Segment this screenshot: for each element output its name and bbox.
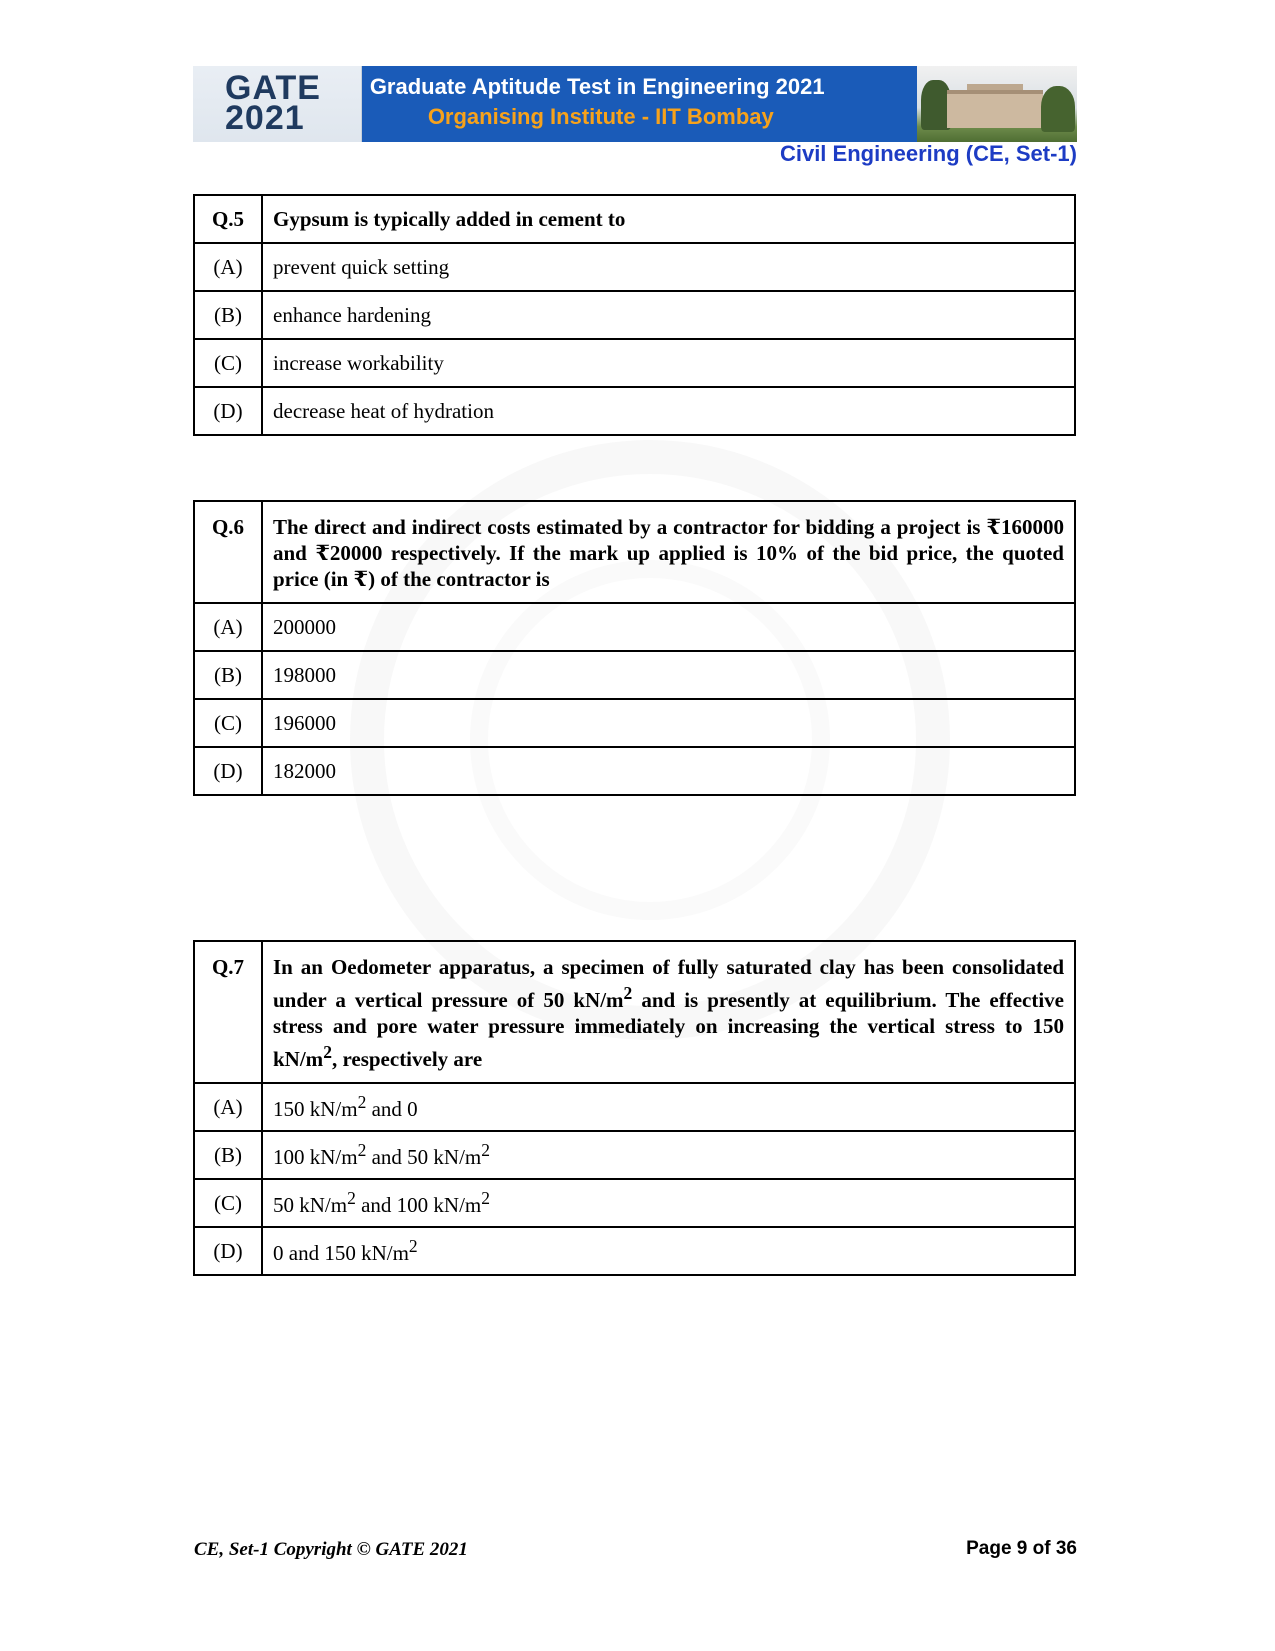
logo-text-year: 2021: [225, 99, 305, 137]
question-text-part: and is presently at equilibrium. The effective stress and pore water pressure immediately on increasing the vertical stress to 150 kN/m: [273, 988, 1064, 1071]
superscript: 2: [408, 1236, 418, 1256]
option-label: (C): [194, 699, 262, 747]
option-text-part: and 50 kN/m: [366, 1145, 482, 1169]
superscript: 2: [323, 1042, 332, 1062]
option-text-part: 0 and 150 kN/m: [273, 1241, 409, 1265]
option-label: (A): [194, 1083, 262, 1131]
option-text: 196000: [262, 699, 1075, 747]
option-text-part: 50 kN/m: [273, 1193, 348, 1217]
question-table-q5: [193, 194, 1076, 436]
option-text: [262, 1179, 1075, 1227]
question-text: The direct and indirect costs estimated by a contractor for bidding a project is ₹160000 and ₹20000 respectively. If the mark up applied is 10% of the bid price, the quoted price (in ₹) of the contractor is: [262, 501, 1075, 603]
question-text-part: , respectively are: [331, 1047, 483, 1071]
institute-photo: [917, 66, 1077, 142]
option-label: (B): [194, 291, 262, 339]
option-label: (D): [194, 387, 262, 435]
page-header: [193, 66, 1077, 142]
gate-logo: [193, 66, 362, 142]
option-text: 200000: [262, 603, 1075, 651]
option-text: prevent quick setting: [262, 243, 1075, 291]
photo-building: [947, 90, 1043, 128]
option-text-part: and 100 kN/m: [355, 1193, 482, 1217]
option-row: [194, 1179, 1075, 1227]
option-label: (D): [194, 747, 262, 795]
question-text: Gypsum is typically added in cement to: [262, 195, 1075, 243]
option-label: (D): [194, 1227, 262, 1275]
question-row: [194, 195, 1075, 243]
option-text-part: 150 kN/m: [273, 1097, 358, 1121]
footer-copyright: CE, Set-1 Copyright © GATE 2021: [194, 1539, 468, 1560]
superscript: 2: [481, 1140, 490, 1160]
option-label: (A): [194, 243, 262, 291]
option-row: [194, 243, 1075, 291]
header-banner: [362, 66, 917, 142]
option-text: [262, 1131, 1075, 1179]
option-label: (A): [194, 603, 262, 651]
superscript: 2: [357, 1092, 367, 1112]
question-number: Q.7: [194, 941, 262, 1083]
option-text: increase workability: [262, 339, 1075, 387]
option-text: [262, 1227, 1075, 1275]
option-label: (C): [194, 1179, 262, 1227]
photo-tree-right: [1041, 86, 1075, 132]
question-row: [194, 501, 1075, 603]
option-row: [194, 339, 1075, 387]
option-label: (B): [194, 1131, 262, 1179]
question-text: [262, 941, 1075, 1083]
option-row: [194, 291, 1075, 339]
superscript: 2: [623, 983, 633, 1003]
option-text: 198000: [262, 651, 1075, 699]
question-number: Q.6: [194, 501, 262, 603]
option-row: [194, 603, 1075, 651]
option-row: [194, 747, 1075, 795]
banner-subtitle: Organising Institute - IIT Bombay: [427, 104, 774, 129]
option-row: [194, 1083, 1075, 1131]
superscript: 2: [481, 1188, 490, 1208]
option-row: [194, 699, 1075, 747]
question-row: [194, 941, 1075, 1083]
footer-page-number: Page 9 of 36: [966, 1538, 1077, 1559]
subject-title: Civil Engineering (CE, Set-1): [779, 141, 1077, 166]
option-row: [194, 1131, 1075, 1179]
logo-text-gate: GATE: [225, 69, 321, 107]
superscript: 2: [347, 1188, 356, 1208]
option-text: [262, 1083, 1075, 1131]
option-label: (B): [194, 651, 262, 699]
superscript: 2: [357, 1140, 367, 1160]
option-row: [194, 1227, 1075, 1275]
banner-title: Graduate Aptitude Test in Engineering 2021: [369, 74, 825, 99]
question-number: Q.5: [194, 195, 262, 243]
option-row: [194, 651, 1075, 699]
option-text-part: 100 kN/m: [273, 1145, 358, 1169]
option-text-part: and 0: [366, 1097, 418, 1121]
question-text-part: In an Oedometer apparatus, a specimen of fully saturated clay has been consolidated under a vertical pressure of 50 kN/m: [273, 955, 1064, 1012]
option-text: 182000: [262, 747, 1075, 795]
option-row: [194, 387, 1075, 435]
option-label: (C): [194, 339, 262, 387]
question-table-q7: [193, 940, 1076, 1276]
option-text: decrease heat of hydration: [262, 387, 1075, 435]
question-table-q6: [193, 500, 1076, 796]
option-text: enhance hardening: [262, 291, 1075, 339]
